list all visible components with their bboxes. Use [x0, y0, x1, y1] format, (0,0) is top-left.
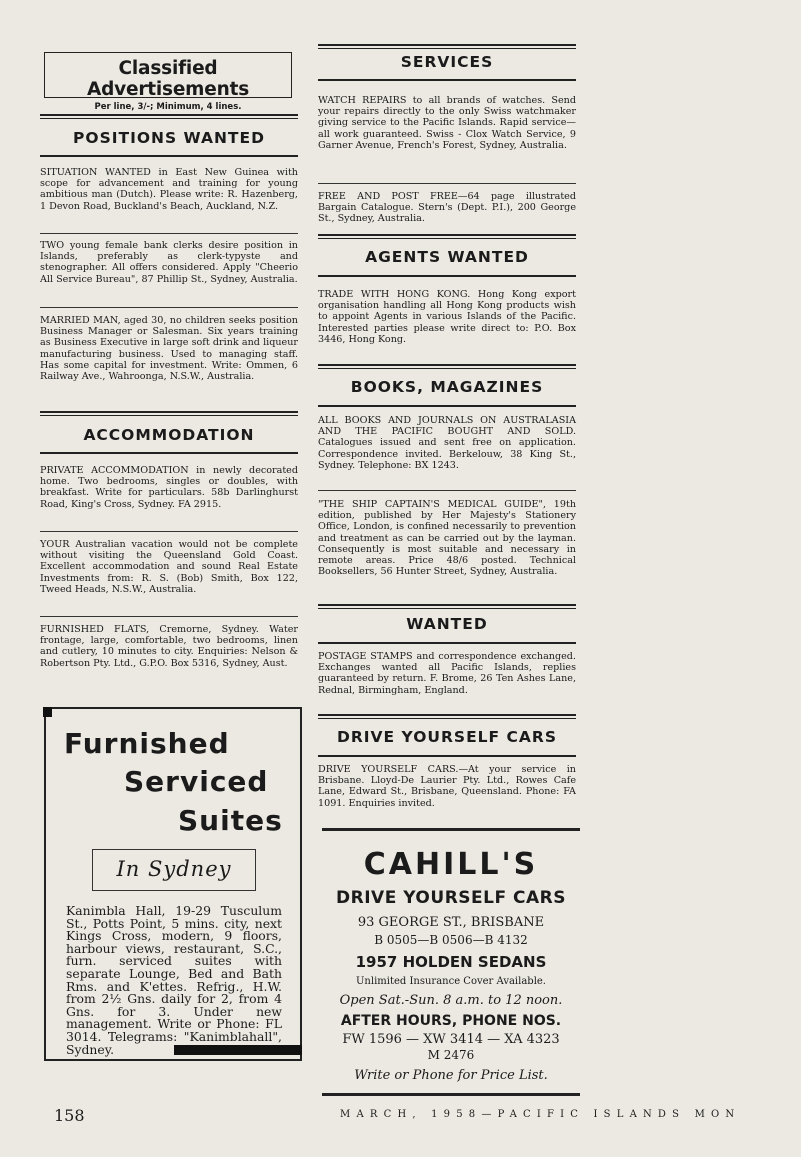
ad-free-catalogue: FREE AND POST FREE—64 page illustrated Bargain Catalogue. Stern's (Dept. P.I.), 200 George St., Sydney, Australia. [318, 191, 576, 225]
ad-furnished-flats: FURNISHED FLATS, Cremorne, Sydney. Water frontage, large, comfortable, two bedrooms, linen and cutlery, 10 minutes to city. Enquiries: Nelson & Robertson Pty. Ltd., G.P.O. Box 5316, Sydney, Aust. [40, 624, 298, 669]
cahill-address: 93 GEORGE ST., BRISBANE [357, 915, 545, 930]
cahill-name: CAHILL'S [363, 847, 539, 882]
cahill-after-numbers: FW 1596 — XW 3414 — XA 4323 [342, 1032, 560, 1047]
city-box [92, 849, 256, 891]
ad-watch-repairs: WATCH REPAIRS to all brands of watches. Send your repairs directly to the only Swiss watchmaker giving service to the Pacific Islands. Rapid service—all work guaranteed. Swiss - Clox Watch Service, 9 Garner Avenue, French's Forest, Sydney, Australia. [318, 95, 576, 151]
classified-title: Classified Advertisements [86, 58, 250, 100]
heading-positions-wanted: POSITIONS WANTED [73, 129, 265, 147]
cahill-after-numbers-2: M 2476 [427, 1048, 475, 1062]
cahill-phones: B 0505—B 0506—B 4132 [374, 933, 528, 947]
ad-postage-stamps: POSTAGE STAMPS and correspondence exchanged. Exchanges wanted all Pacific Islands, replies guaranteed by return. F. Brome, 26 Ten Ashes Lane, Rednal, Birmingham, England. [318, 651, 576, 696]
ad-situation-wanted: SITUATION WANTED in East New Guinea with scope for advancement and training for young ambitious man (Dutch). Please write: R. Hazenberg, 1 Devon Road, Buckland's Beach, Auckland, N.Z. [40, 167, 298, 212]
ad-bank-clerks: TWO young female bank clerks desire position in Islands, preferably as clerk-typyste and stenographer. All offers considered. Apply "Cheerio All Service Bureau", 87 Phillip St., Sydney, Australia. [40, 240, 298, 285]
suites-body: Kanimbla Hall, 19-29 Tusculum St., Potts Point, 5 mins. city, next Kings Cross, modern, 9 floors, harbour views, restaurant, S.C., furn. serviced suites with separate Lounge, Bed and Bath Rms. and K'ettes. Refrig., H.W. from 2½ Gns. daily for 2, from 4 Gns. for 3. Under new management. Write or Phone: FL 3014. Telegrams: "Kanimblahall", Sydney. [66, 903, 282, 1057]
page-number: 158 [54, 1106, 85, 1125]
suites-line3: Suites [178, 804, 283, 837]
cahill-model: 1957 HOLDEN SEDANS [355, 953, 547, 971]
ad-married-man: MARRIED MAN, aged 30, no children seeks position Business Manager or Salesman. Six years training as Business Executive in large soft drink and liqueur manufacturing business. Used to managing staff. Has some capital for investment. Write: Ommen, 6 Railway Ave., Wahroonga, N.S.W., Australia. [40, 315, 298, 383]
suites-ad-box [44, 707, 302, 1061]
cahill-hours: Open Sat.-Sun. 8 a.m. to 12 noon. [339, 993, 563, 1008]
ad-private-accommodation: PRIVATE ACCOMMODATION in newly decorated home. Two bedrooms, singles or doubles, with breakfast. Write for particulars. 58b Darlinghurst Road, King's Cross, Sydney. FA 2915. [40, 465, 298, 510]
ad-ship-captain: "THE SHIP CAPTAIN'S MEDICAL GUIDE", 19th edition, published by Her Majesty's Stationery Office, London, is confined necessarily to prevention and treatment as can be carried out by the layman. Consequently is most suitable and necessary in remote areas. Price 48/6 posted. Technical Booksellers, 56 Hunter Street, Sydney, Australia. [318, 499, 576, 578]
heading-agents-wanted: AGENTS WANTED [365, 248, 529, 266]
heading-drive-yourself: DRIVE YOURSELF CARS [336, 728, 557, 746]
heading-accommodation: ACCOMMODATION [83, 426, 255, 444]
ad-all-books: ALL BOOKS AND JOURNALS ON AUSTRALASIA AND THE PACIFIC BOUGHT AND SOLD. Catalogues issued and sent free on application. Correspondence invited. Berkelouw, 38 King St., Sydney. Telephone: BX 1243. [318, 415, 576, 471]
ad-hong-kong: TRADE WITH HONG KONG. Hong Kong export organisation handling all Hong Kong products wish to appoint Agents in various Islands of the Pacific. Interested parties please write direct to: P.O. Box 3446, Hong Kong. [318, 289, 576, 345]
cahill-ad-box [322, 828, 580, 1090]
footer-running-title: MARCH, 1958—PACIFIC ISLANDS MON [340, 1109, 741, 1120]
heading-wanted: WANTED [406, 615, 488, 633]
suites-city: In Sydney [116, 857, 232, 881]
heading-books: BOOKS, MAGAZINES [350, 378, 544, 396]
cahill-tagline: DRIVE YOURSELF CARS [336, 888, 566, 908]
rate-line: Per line, 3/-; Minimum, 4 lines. [94, 102, 242, 112]
cahill-write: Write or Phone for Price List. [354, 1068, 548, 1083]
ad-drive-yourself: DRIVE YOURSELF CARS.—At your service in Brisbane. Lloyd-De Laurier Pty. Ltd., Rowes Cafe Lane, Edward St., Brisbane, Queensland. Phone: FA 1091. Enquiries invited. [318, 764, 576, 809]
ad-queensland-gold-coast: YOUR Australian vacation would not be complete without visiting the Queensland Gold Coast. Excellent accommodation and sound Real Estate Investments from: R. S. (Bob) Smith, Box 122, Tweed Heads, N.S.W., Australia. [40, 539, 298, 595]
suites-line1: Furnished [64, 727, 230, 760]
cahill-insurance: Unlimited Insurance Cover Available. [356, 976, 546, 987]
classified-header-box [44, 52, 292, 112]
cahill-after-hours: AFTER HOURS, PHONE NOS. [340, 1013, 562, 1029]
heading-services: SERVICES [400, 53, 494, 71]
suites-line2: Serviced [124, 765, 269, 798]
